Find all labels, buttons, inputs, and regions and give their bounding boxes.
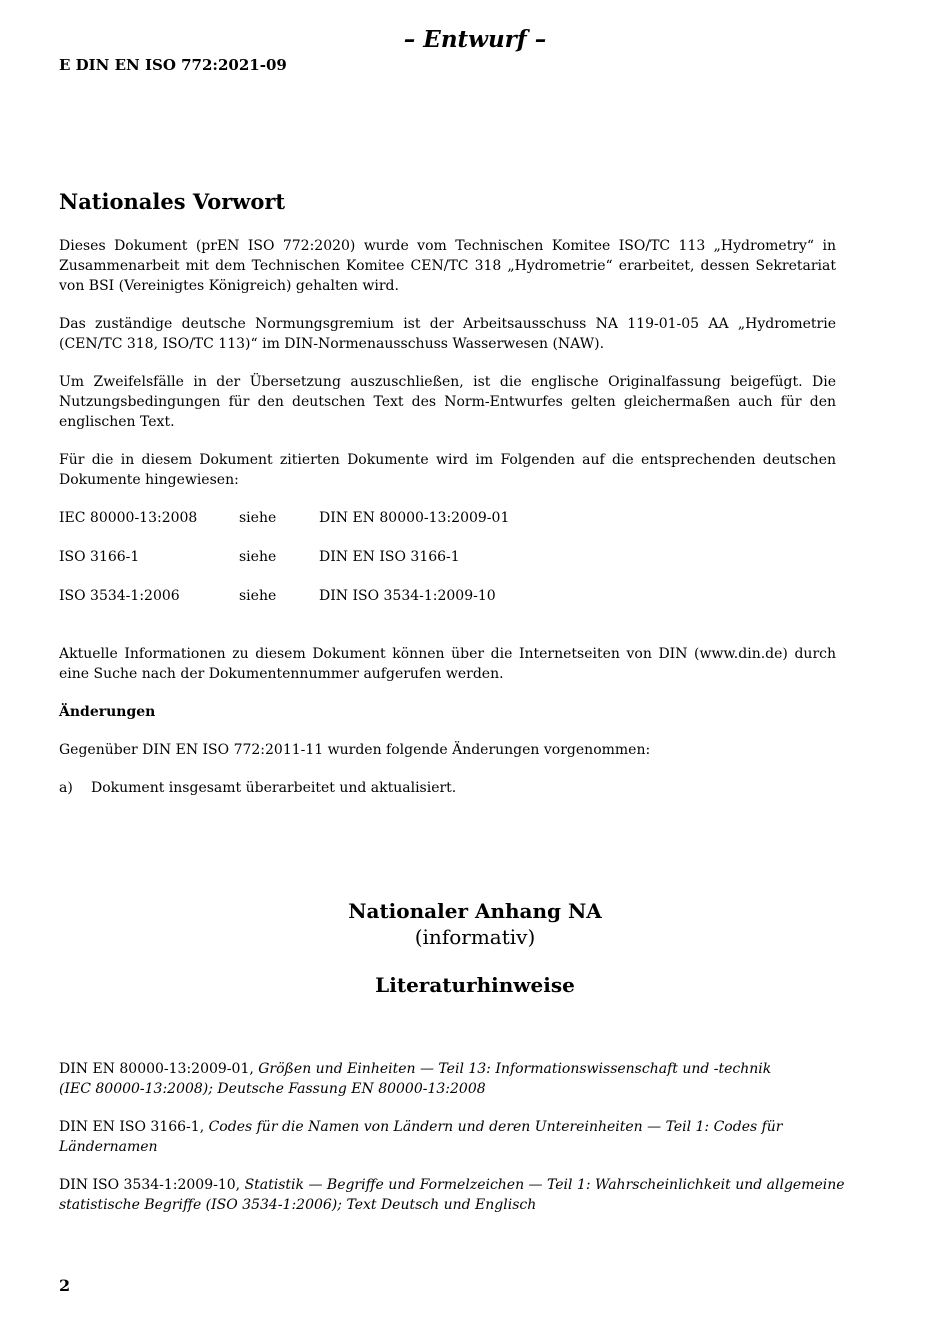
- foreword-paragraph: Für die in diesem Dokument zitierten Dokumente wird im Folgenden auf die entsprechenden deutschen Dokumente hingewiesen:: [59, 452, 836, 488]
- literature-title-text: Statistik — Begriffe und Formelzeichen — Teil 1: Wahrscheinlichkeit und allgemeine: [244, 1177, 845, 1193]
- info-paragraph: Aktuelle Informationen zu diesem Dokument können über die Internetseiten von DIN (www.din.de) durch eine Suche nach der Dokumentennummer aufgerufen werden.: [59, 646, 836, 682]
- literature-rest: (IEC 80000-13:2008); Deutsche Fassung EN 80000-13:2008: [59, 1081, 486, 1097]
- foreword-paragraph: Dieses Dokument (prEN ISO 772:2020) wurde vom Technischen Komitee ISO/TC 113 „Hydrometry“ in Zusammenarbeit mit dem Technischen Komitee CEN/TC 318 „Hydrometrie“ erarbeitet, dessen Sekretariat von BSI (Vereinigtes Königreich) gehalten wird.: [59, 238, 836, 294]
- draft-label: – Entwurf –: [403, 26, 547, 53]
- reference-source: ISO 3166-1: [59, 549, 140, 565]
- changes-title: Änderungen: [59, 704, 156, 720]
- page-number: 2: [59, 1276, 71, 1295]
- document-id: E DIN EN ISO 772:2021-09: [59, 56, 287, 74]
- annex-subtitle: (informativ): [414, 925, 536, 949]
- literature-title-text: Codes für die Namen von Ländern und deren Untereinheiten — Teil 1: Codes für: [208, 1119, 783, 1135]
- annex-heading: [0, 898, 950, 998]
- list-marker: a): [59, 780, 73, 796]
- list-text: Dokument insgesamt überarbeitet und aktualisiert.: [91, 780, 457, 796]
- literature-entry: [59, 1059, 849, 1099]
- literature-rest: Ländernamen: [59, 1139, 158, 1155]
- reference-see: siehe: [239, 549, 277, 565]
- foreword-title: Nationales Vorwort: [59, 189, 286, 214]
- annex-title: Nationaler Anhang NA: [348, 899, 602, 923]
- changes-intro: Gegenüber DIN EN ISO 772:2011-11 wurden folgende Änderungen vorgenommen:: [59, 742, 651, 758]
- reference-source: IEC 80000-13:2008: [59, 510, 198, 526]
- changes-list-item: [59, 778, 836, 798]
- foreword-paragraph: Das zuständige deutsche Normungsgremium ist der Arbeitsausschuss NA 119-01-05 AA „Hydrometrie (CEN/TC 318, ISO/TC 113)“ im DIN-Normenausschuss Wasserwesen (NAW).: [59, 316, 836, 352]
- literature-rest: statistische Begriffe (ISO 3534-1:2006); Text Deutsch und Englisch: [59, 1197, 537, 1213]
- reference-table: [59, 508, 836, 606]
- reference-source: ISO 3534-1:2006: [59, 588, 180, 604]
- literature-ref: DIN EN 80000-13:2009-01,: [59, 1061, 259, 1077]
- reference-see: siehe: [239, 510, 277, 526]
- reference-target: DIN EN ISO 3166-1: [319, 549, 460, 565]
- reference-row: [59, 547, 836, 567]
- reference-see: siehe: [239, 588, 277, 604]
- foreword-section: [59, 188, 836, 798]
- literature-ref: DIN ISO 3534-1:2009-10,: [59, 1177, 245, 1193]
- literature-list: [59, 1059, 849, 1233]
- reference-target: DIN EN 80000-13:2009-01: [319, 510, 510, 526]
- reference-target: DIN ISO 3534-1:2009-10: [319, 588, 496, 604]
- literature-title-text: Größen und Einheiten — Teil 13: Informationswissenschaft und -technik: [258, 1061, 772, 1077]
- literature-title: Literaturhinweise: [375, 973, 575, 997]
- literature-ref: DIN EN ISO 3166-1,: [59, 1119, 209, 1135]
- reference-row: [59, 586, 836, 606]
- literature-entry: [59, 1117, 849, 1157]
- reference-row: [59, 508, 836, 528]
- literature-entry: [59, 1175, 849, 1215]
- foreword-paragraph: Um Zweifelsfälle in der Übersetzung auszuschließen, ist die englische Originalfassung beigefügt. Die Nutzungsbedingungen für den deutschen Text des Norm-Entwurfes gelten gleichermaßen auch für den englischen Text.: [59, 374, 836, 430]
